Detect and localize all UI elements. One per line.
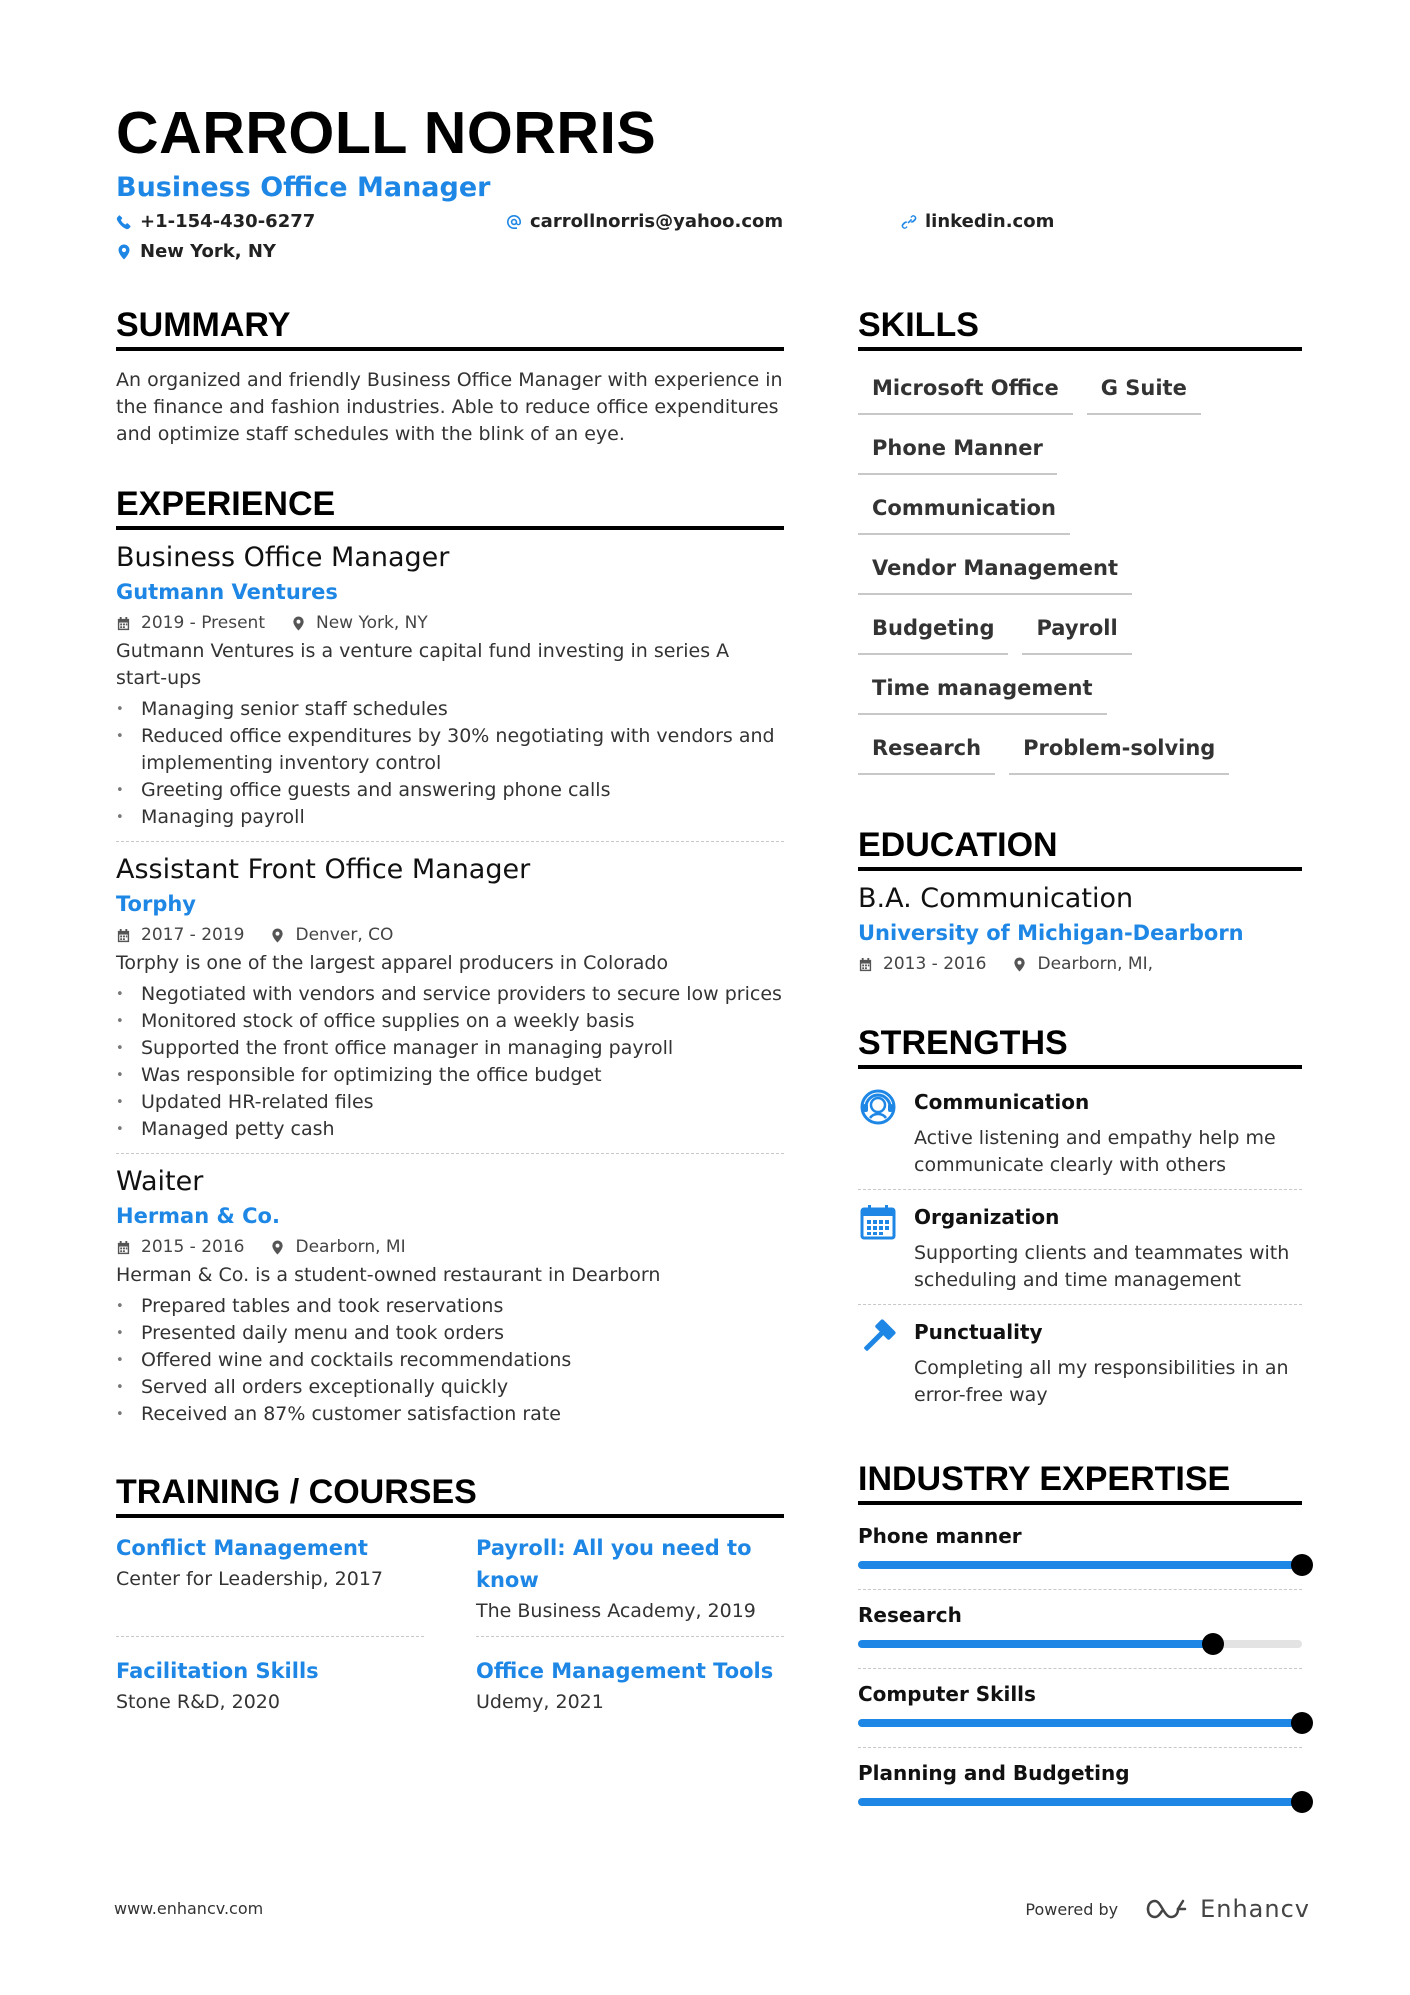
degree: B.A. Communication: [858, 883, 1134, 914]
skill-tag: Time management: [858, 669, 1107, 715]
expertise-label: Research: [858, 1603, 962, 1627]
expertise-item: [858, 1748, 1302, 1826]
skill-tag: Communication: [858, 489, 1070, 535]
job-meta: [116, 608, 784, 638]
job-location-text: Denver, CO: [295, 925, 394, 945]
company-name[interactable]: Gutmann Ventures: [116, 580, 338, 604]
strength-title: Punctuality: [914, 1320, 1043, 1344]
bullet-item: • Served all orders exceptionally quickly: [116, 1374, 784, 1401]
expertise-bar-fill: [858, 1798, 1302, 1806]
strength-description: Completing all my responsibilities in an error-free way: [914, 1357, 1289, 1406]
expertise-bar: [858, 1798, 1302, 1806]
map-pin-icon: [291, 616, 306, 631]
skill-tag: Payroll: [1022, 609, 1131, 655]
course-provider: The Business Academy, 2019: [476, 1600, 756, 1622]
expertise-bar-knob: [1291, 1791, 1313, 1813]
courses-grid: [116, 1528, 784, 1727]
company-name[interactable]: Herman & Co.: [116, 1204, 280, 1228]
course-provider: Stone R&D, 2020: [116, 1691, 280, 1713]
job-title: Business Office Manager: [116, 542, 450, 573]
enhancv-logo-text: Enhancv: [1200, 1895, 1310, 1923]
expertise-bar: [858, 1640, 1302, 1648]
strengths-section: [858, 1023, 1302, 1419]
education-dates: 2013 - 2016: [883, 954, 987, 974]
job-title: Assistant Front Office Manager: [116, 854, 531, 885]
company-name[interactable]: Torphy: [116, 892, 196, 916]
strength-item: [858, 1075, 1302, 1190]
skills-section: [858, 305, 1302, 789]
expertise-label: Planning and Budgeting: [858, 1761, 1130, 1785]
skill-tag: Microsoft Office: [858, 369, 1073, 415]
calendar-icon: [858, 957, 873, 972]
expertise-bar-fill: [858, 1561, 1302, 1569]
expertise-bar-knob: [1202, 1633, 1224, 1655]
skills-list: [858, 369, 1258, 789]
course-provider: Center for Leadership, 2017: [116, 1568, 384, 1590]
course-title[interactable]: Conflict Management: [116, 1536, 368, 1560]
job-description: Herman & Co. is a student-owned restaurant in Dearborn: [116, 1264, 661, 1286]
contact-phone[interactable]: [116, 211, 315, 232]
bullet-item: • Managing senior staff schedules: [116, 696, 784, 723]
skill-tag: Research: [858, 729, 995, 775]
school-name[interactable]: University of Michigan-Dearborn: [858, 921, 1244, 945]
expertise-bar: [858, 1561, 1302, 1569]
bullet-item: • Greeting office guests and answering phone calls: [116, 777, 784, 804]
phone-text: +1-154-430-6277: [140, 211, 316, 232]
map-pin-icon: [1012, 957, 1027, 972]
expertise-label: Computer Skills: [858, 1682, 1036, 1706]
skill-tag: Budgeting: [858, 609, 1008, 655]
education-meta: [858, 949, 1302, 979]
experience-section: [116, 484, 784, 1438]
strength-title: Organization: [914, 1205, 1060, 1229]
strength-description: Active listening and empathy help me communicate clearly with others: [914, 1127, 1276, 1176]
calendar-icon: [116, 928, 131, 943]
job-location-text: Dearborn, MI: [295, 1237, 406, 1257]
at-sign-icon: [506, 214, 522, 230]
job-description: Gutmann Ventures is a venture capital fund investing in series A start-ups: [116, 640, 730, 689]
link-icon: [901, 214, 917, 230]
bullet-item: • Negotiated with vendors and service providers to secure low prices: [116, 981, 784, 1008]
footer: [114, 1895, 1310, 1925]
bullet-item: • Presented daily menu and took orders: [116, 1320, 784, 1347]
expertise-item: [858, 1511, 1302, 1590]
expertise-bar-knob: [1291, 1554, 1313, 1576]
job-meta: [116, 920, 784, 950]
job-location: [291, 608, 428, 638]
bullet-item: • Monitored stock of office supplies on a weekly basis: [116, 1008, 784, 1035]
contact-email[interactable]: [506, 211, 783, 232]
bullet-item: • Was responsible for optimizing the office budget: [116, 1062, 784, 1089]
experience-item: [116, 540, 784, 842]
course-item: [476, 1528, 784, 1637]
job-bullets: [116, 696, 784, 831]
expertise-section: [858, 1459, 1302, 1826]
right-column: [858, 305, 1302, 1826]
training-title: TRAINING / COURSES: [116, 1472, 784, 1518]
bullet-item: • Updated HR-related files: [116, 1089, 784, 1116]
calendar-icon: [116, 616, 131, 631]
headset-person-icon: [858, 1087, 914, 1179]
strength-item: [858, 1305, 1302, 1419]
strength-description: Supporting clients and teammates with scheduling and time management: [914, 1242, 1290, 1291]
bullet-item: • Reduced office expenditures by 30% negotiating with vendors and implementing inventory control: [116, 723, 784, 777]
course-title[interactable]: Facilitation Skills: [116, 1659, 319, 1683]
skill-tag: Vendor Management: [858, 549, 1132, 595]
strengths-title: STRENGTHS: [858, 1023, 1302, 1069]
map-pin-icon: [270, 1240, 285, 1255]
experience-title: EXPERIENCE: [116, 484, 784, 530]
job-dates: 2015 - 2016: [141, 1237, 245, 1257]
linkedin-text: linkedin.com: [925, 211, 1055, 232]
job-location-text: New York, NY: [316, 613, 428, 633]
course-title[interactable]: Office Management Tools: [476, 1659, 774, 1683]
footer-url[interactable]: www.enhancv.com: [114, 1899, 264, 1918]
bullet-item: • Managed petty cash: [116, 1116, 784, 1143]
experience-item: [116, 1164, 784, 1438]
skill-tag: G Suite: [1087, 369, 1201, 415]
expertise-bar-fill: [858, 1719, 1302, 1727]
resume-header: [116, 100, 1306, 275]
job-bullets: [116, 981, 784, 1143]
strength-item: [858, 1190, 1302, 1305]
education-title: EDUCATION: [858, 825, 1302, 871]
job-location: [270, 1232, 405, 1262]
gavel-icon: [858, 1317, 914, 1409]
course-title[interactable]: Payroll: All you need to know: [476, 1536, 752, 1592]
job-title: Waiter: [116, 1166, 204, 1197]
calendar-icon: [116, 1240, 131, 1255]
candidate-role: Business Office Manager: [116, 172, 491, 203]
map-pin-icon: [116, 244, 132, 260]
job-description: Torphy is one of the largest apparel producers in Colorado: [116, 952, 669, 974]
enhancv-logo: [1144, 1895, 1310, 1923]
bullet-item: • Supported the front office manager in managing payroll: [116, 1035, 784, 1062]
course-item: [476, 1651, 784, 1727]
summary-title: SUMMARY: [116, 305, 784, 351]
job-dates: 2019 - Present: [141, 613, 265, 633]
expertise-item: [858, 1669, 1302, 1748]
strength-title: Communication: [914, 1090, 1090, 1114]
job-bullets: [116, 1293, 784, 1428]
powered-by-text: Powered by: [1025, 1899, 1119, 1919]
location-text: New York, NY: [140, 241, 276, 262]
skill-tag: Problem-solving: [1009, 729, 1229, 775]
bullet-item: • Managing payroll: [116, 804, 784, 831]
contact-location: [116, 241, 276, 262]
expertise-bar-fill: [858, 1640, 1213, 1648]
contact-info: [116, 211, 1306, 275]
job-meta: [116, 1232, 784, 1262]
job-dates: 2017 - 2019: [141, 925, 245, 945]
education-location-text: Dearborn, MI,: [1037, 954, 1153, 974]
expertise-title: INDUSTRY EXPERTISE: [858, 1459, 1302, 1505]
job-location: [270, 920, 393, 950]
expertise-bar-knob: [1291, 1712, 1313, 1734]
summary-section: [116, 305, 784, 448]
course-provider: Udemy, 2021: [476, 1691, 604, 1713]
phone-icon: [116, 214, 132, 230]
left-column: [116, 305, 784, 1727]
expertise-bar: [858, 1719, 1302, 1727]
summary-text: An organized and friendly Business Office Manager with experience in the finance and fashion industries. Able to reduce office expenditures and optimize staff schedules with the blink of an eye.: [116, 369, 783, 445]
bullet-item: • Received an 87% customer satisfaction rate: [116, 1401, 784, 1428]
calendar-icon: [858, 1202, 914, 1294]
education-section: [858, 825, 1302, 979]
enhancv-logo-icon: [1144, 1896, 1192, 1922]
training-section: [116, 1472, 784, 1727]
education-location: [1012, 949, 1153, 979]
expertise-item: [858, 1590, 1302, 1669]
footer-brand[interactable]: [1025, 1895, 1310, 1923]
candidate-name: CARROLL NORRIS: [116, 100, 657, 166]
email-text: carrollnorris@yahoo.com: [530, 211, 784, 232]
course-item: [116, 1528, 424, 1637]
skills-title: SKILLS: [858, 305, 1302, 351]
contact-linkedin[interactable]: [901, 211, 1054, 232]
expertise-label: Phone manner: [858, 1524, 1022, 1548]
experience-item: [116, 852, 784, 1154]
map-pin-icon: [270, 928, 285, 943]
course-item: [116, 1651, 424, 1727]
skill-tag: Phone Manner: [858, 429, 1057, 475]
bullet-item: • Prepared tables and took reservations: [116, 1293, 784, 1320]
bullet-item: • Offered wine and cocktails recommendations: [116, 1347, 784, 1374]
